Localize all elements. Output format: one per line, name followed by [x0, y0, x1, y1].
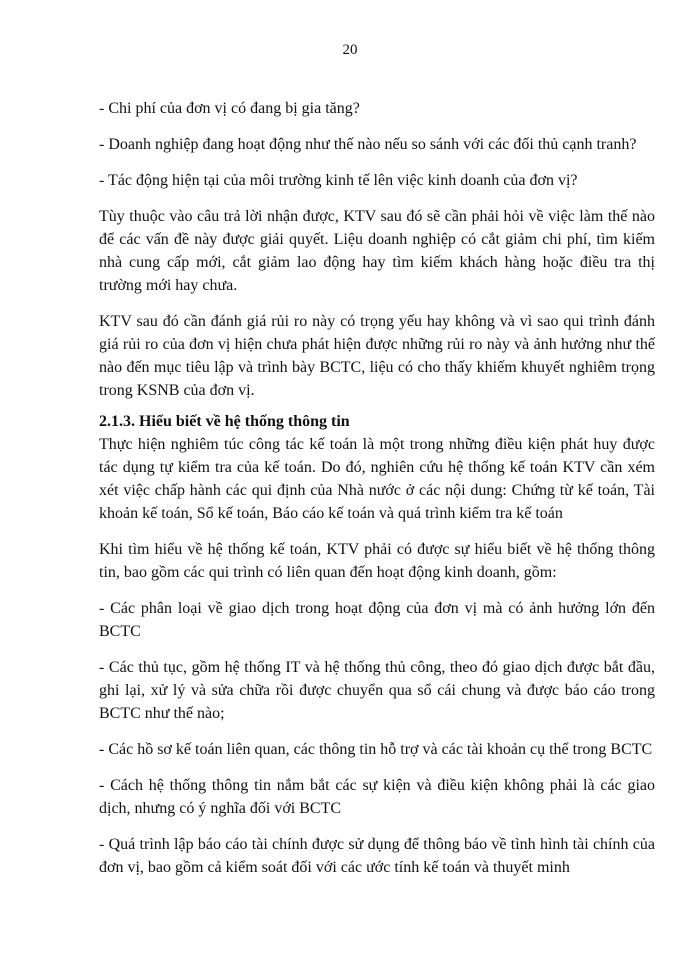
question-competitor-comparison: - Doanh nghiệp đang hoạt động như thế nào nếu so sánh với các đối thủ cạnh tranh? [99, 136, 637, 153]
list-item-transaction-classes: - Các phân loại về giao dịch trong hoạt động của đơn vị mà có ảnh hưởng lớn đến BCTC [99, 600, 655, 640]
paragraph-follow-up: Tùy thuộc vào câu trả lời nhận được, KTV sau đó sẽ cần phải hỏi về việc làm thế nào để các vấn đề này được giải quyết. Liệu doanh nghiệp có cắt giảm chi phí, tìm kiếm nhà cung cấp mới, cắt giảm lao động hay tìm kiếm khách hàng hoặc điều tra thị trường mới hay chưa. [99, 208, 655, 294]
question-cost-increase: - Chi phí của đơn vị có đang bị gia tăng? [99, 100, 360, 117]
list-item-procedures: - Các thủ tục, gồm hệ thống IT và hệ thống thủ công, theo đó giao dịch được bắt đầu, ghi lại, xử lý và sửa chữa rồi được chuyển qua sổ cái chung và được báo cáo trong BCTC như thế nào; [99, 659, 655, 722]
page-number: 20 [342, 42, 358, 58]
list-item-accounting-records: - Các hồ sơ kế toán liên quan, các thông tin hỗ trợ và các tài khoản cụ thể trong BCTC [99, 741, 653, 758]
section-heading: 2.1.3. Hiểu biết về hệ thống thông tin [99, 413, 350, 430]
list-item-reporting-process: - Quá trình lập báo cáo tài chính được sử dụng để thông báo về tình hình tài chính của đơn vị, bao gồm cả kiểm soát đối với các ước tính kế toán và thuyết minh [99, 836, 655, 876]
paragraph-information-system: Khi tìm hiểu về hệ thống kế toán, KTV phải có được sự hiểu biết về hệ thống thông tin, bao gồm các qui trình có liên quan đến hoạt động kinh doanh, gồm: [99, 541, 655, 581]
paragraph-accounting-work: Thực hiện nghiêm túc công tác kế toán là một trong những điều kiện phát huy được tác dụng tự kiểm tra của kế toán. Do đó, nghiên cứu hệ thống kế toán KTV cần xém xét việc chấp hành các qui định của Nhà nước ở các nội dung: Chứng từ kế toán, Tài khoản kế toán, Sổ kế toán, Báo cáo kế toán và quá trình kiểm tra kế toán [99, 436, 655, 522]
list-item-events-capture: - Cách hệ thống thông tin nắm bắt các sự kiện và điều kiện không phải là các giao dịch, nhưng có ý nghĩa đối với BCTC [99, 777, 655, 817]
question-economic-impact: - Tác động hiện tại của môi trường kinh tế lên việc kinh doanh của đơn vị? [99, 172, 578, 189]
paragraph-risk-assessment: KTV sau đó cần đánh giá rủi ro này có trọng yếu hay không và vì sao qui trình đánh giá rủi ro của đơn vị hiện chưa phát hiện được những rủi ro này và ảnh hưởng như thế nào đến mục tiêu lập và trình bày BCTC, liệu có cho thấy khiếm khuyết nghiêm trọng trong KSNB của đơn vị. [99, 313, 655, 399]
document-body [99, 97, 655, 892]
